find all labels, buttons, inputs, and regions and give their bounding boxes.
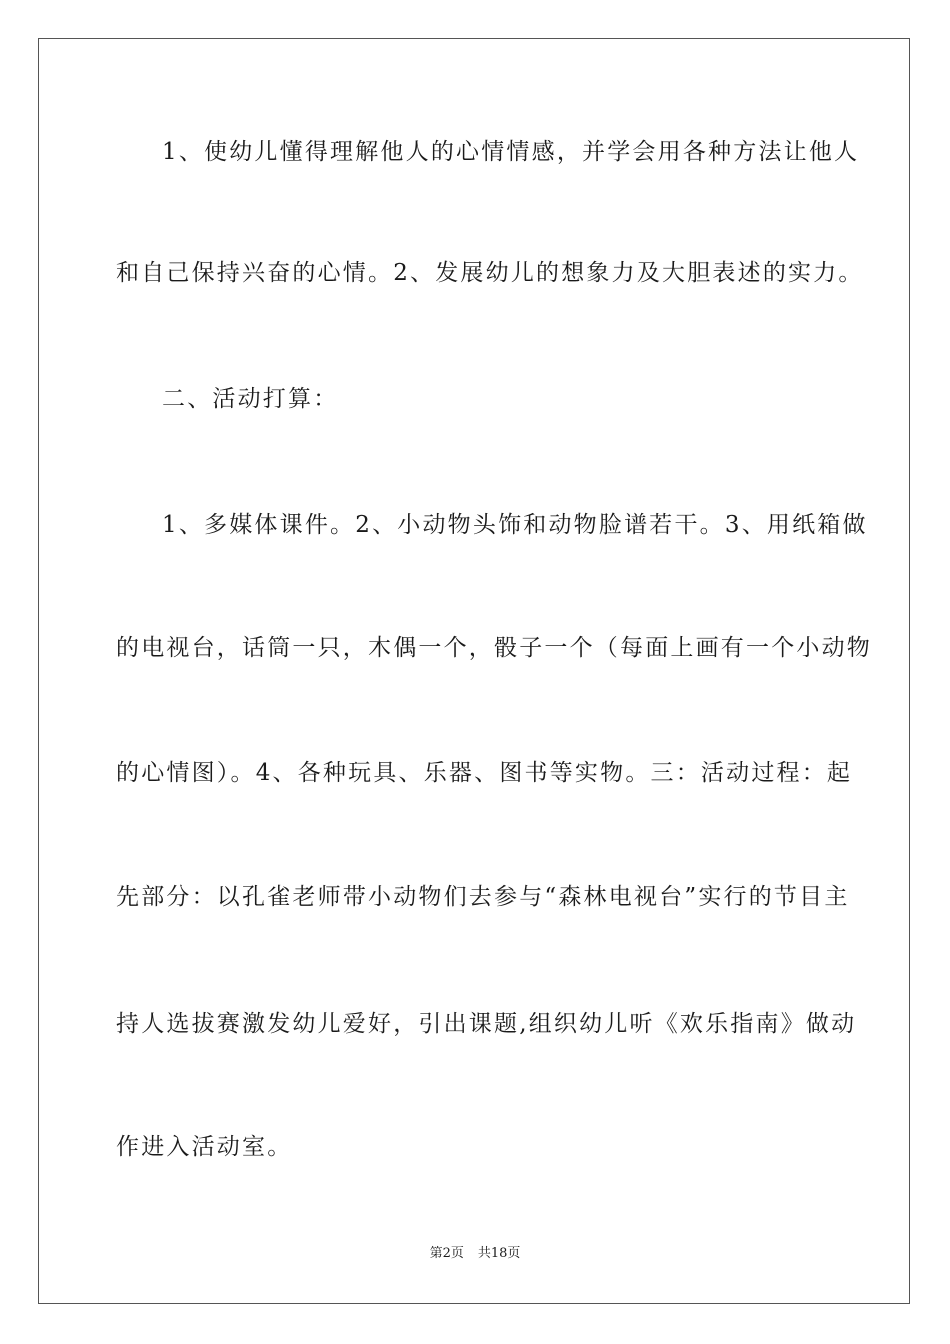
section-heading-preparation: 二、活动打算： [162,386,339,412]
text-line-9: 作进入活动室。 [116,1134,293,1160]
text-line-5: 的电视台，话筒一只，木偶一个，骰子一个（每面上画有一个小动物 [116,635,872,661]
text-line-6: 的心情图）。4、各种玩具、乐器、图书等实物。三：活动过程：起 [116,760,853,786]
text-line-1: 1、使幼儿懂得理解他人的心情情感，并学会用各种方法让他人 [162,139,860,165]
page-border [38,38,910,1304]
text-line-7: 先部分：以孔雀老师带小动物们去参与“森林电视台”实行的节目主 [116,884,850,910]
page-number: 第2页 [429,1246,464,1261]
text-line-4: 1、多媒体课件。2、小动物头饰和动物脸谱若干。3、用纸箱做 [162,512,868,538]
text-line-2: 和自己保持兴奋的心情。2、发展幼儿的想象力及大胆表述的实力。 [116,260,864,286]
text-line-8: 持人选拔赛激发幼儿爱好，引出课题,组织幼儿听《欢乐指南》做动 [116,1011,857,1037]
page-footer [0,1245,950,1263]
total-pages: 共18页 [477,1246,521,1261]
